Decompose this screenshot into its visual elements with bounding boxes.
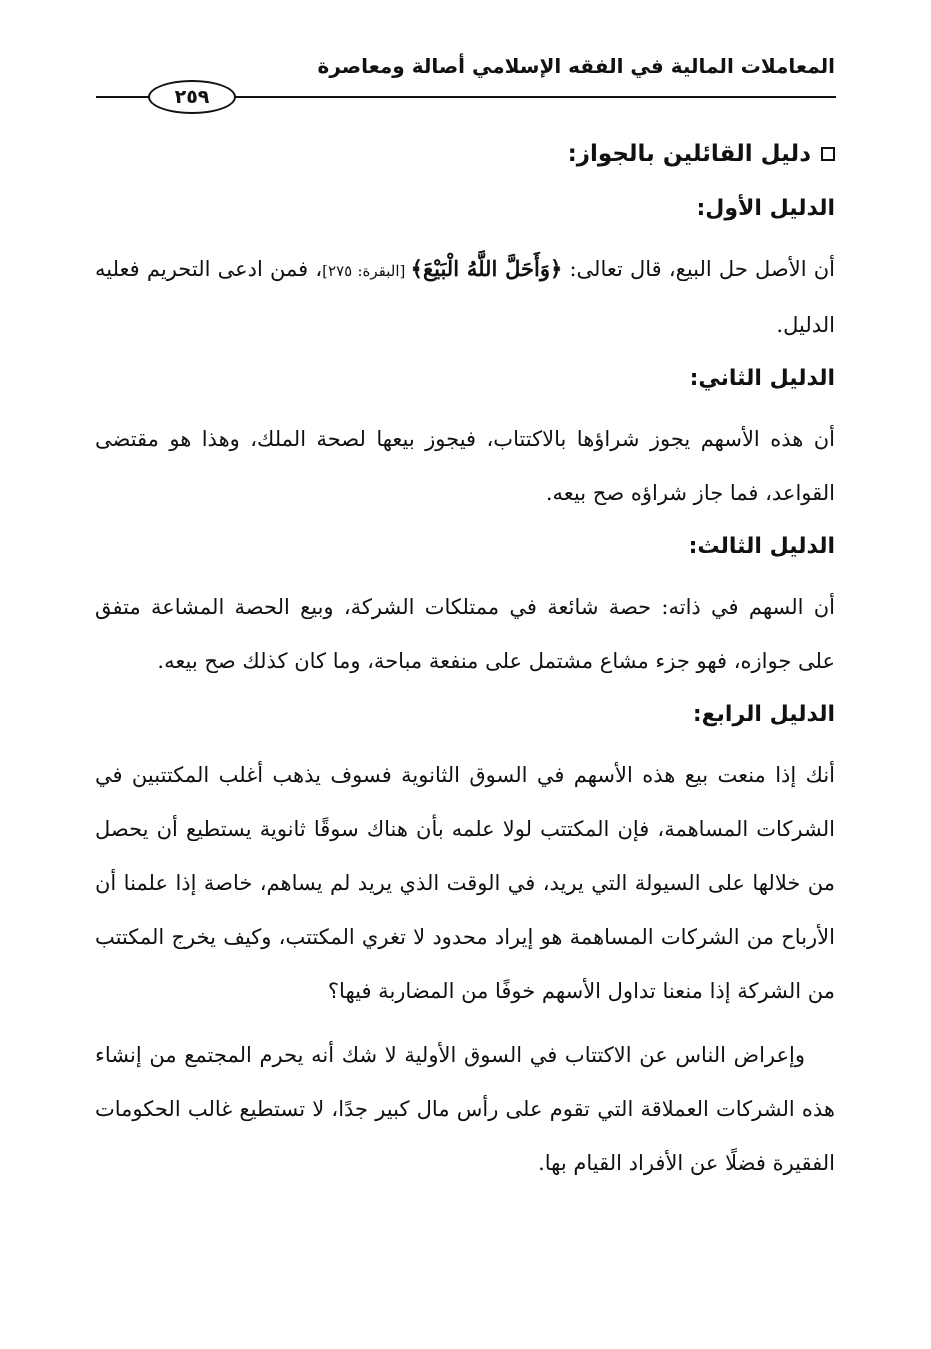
quran-verse: ﴿وَأَحَلَّ اللَّهُ الْبَيْعَ﴾	[410, 256, 563, 281]
evidence-4-paragraph: أنك إذا منعت بيع هذه الأسهم في السوق الثانوية فسوف يذهب أغلب المكتتبين في الشركات المساهمة، فإن المكتتب لولا علمه بأن هناك سوقًا ثانوية يستطيع أن يحصل من خلالها على السيولة التي يريد، في الوقت الذي يريد لم يساهم، خاصة إذا علمنا أن الأرباح من الشركات المساهمة هو إيراد محدود لا تغري المكتتب، وكيف يخرج المكتتب من الشركة إذا منعنا تداول الأسهم خوفًا من المضاربة فيها؟	[95, 763, 835, 1003]
evidence-3-paragraph: أن السهم في ذاته: حصة شائعة في ممتلكات الشركة، وبيع الحصة المشاعة متفق على جوازه، فهو جزء مشاع مشتمل على منفعة مباحة، وما كان كذلك صح بيعه.	[95, 595, 835, 673]
evidence-1-text-after: ، فمن ادعى التحريم فعليه الدليل.	[95, 257, 835, 337]
evidence-1-text-before: أن الأصل حل البيع، قال تعالى:	[562, 257, 835, 281]
evidence-2-heading: الدليل الثاني:	[689, 366, 835, 391]
section-title	[95, 126, 835, 182]
evidence-4-paragraph-2: وإعراض الناس عن الاكتتاب في السوق الأولية لا شك أنه يحرم المجتمع من إنشاء هذه الشركات العملاقة التي تقوم على رأس مال كبير جدًا، لا تستطيع غالب الحكومات الفقيرة فضلًا عن الأفراد القيام بها.	[95, 1043, 835, 1175]
evidence-1-paragraph	[95, 242, 835, 352]
evidence-4-heading: الدليل الرابع:	[692, 702, 835, 727]
page-body	[95, 126, 835, 1190]
running-header-title: المعاملات المالية في الفقه الإسلامي أصالة ومعاصرة	[317, 54, 835, 78]
section-title-text: دليل القائلين بالجواز:	[567, 141, 811, 167]
evidence-2-paragraph: أن هذه الأسهم يجوز شراؤها بالاكتتاب، فيجوز بيعها لصحة الملك، وهذا هو مقتضى القواعد، فما جاز شراؤه صح بيعه.	[95, 427, 835, 505]
evidence-3-heading: الدليل الثالث:	[688, 534, 835, 559]
square-bullet-icon	[821, 147, 835, 161]
quran-reference: [البقرة: ٢٧٥]	[322, 262, 411, 280]
page-number: ٢٥٩	[148, 80, 236, 114]
evidence-1-heading: الدليل الأول:	[696, 196, 835, 221]
